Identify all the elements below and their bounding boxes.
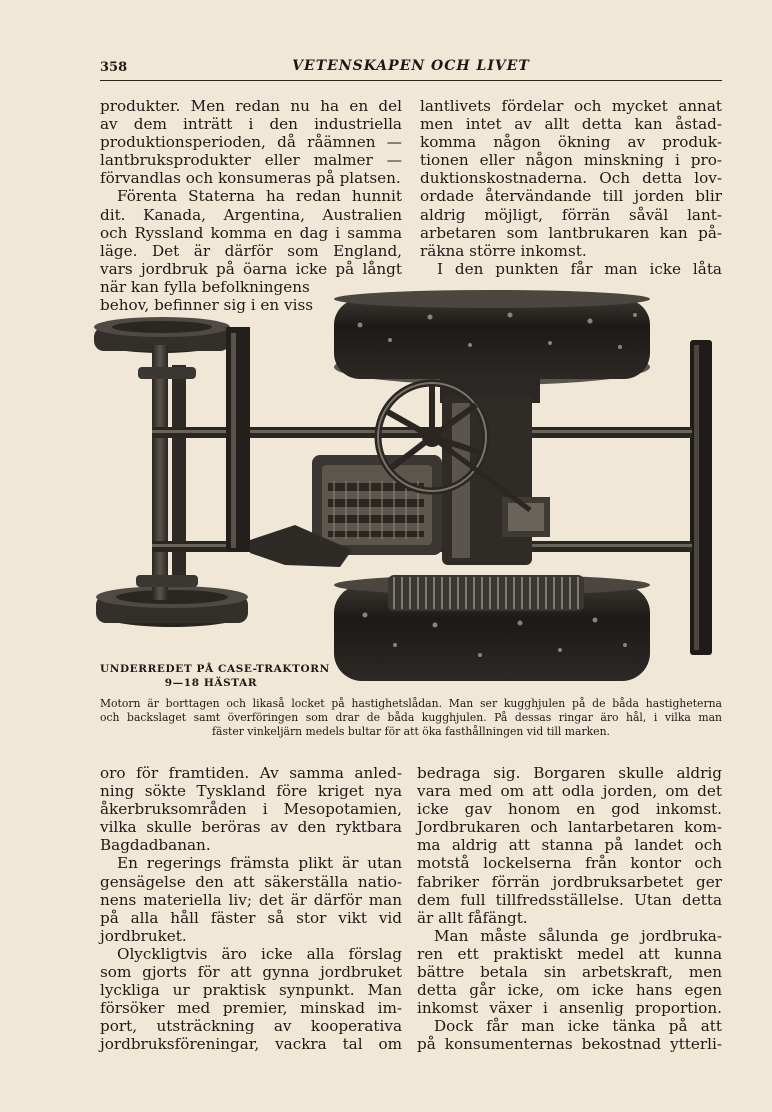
- text-line: icke gav honom en god inkomst.: [417, 800, 722, 819]
- text-line: räkna större inkomst.: [420, 241, 587, 260]
- text-line: Man måste sålunda ge jordbruka-: [434, 926, 722, 945]
- text-line: produktionsperioden, då råämnen —: [100, 133, 402, 152]
- text-line: Förenta Staterna ha redan hunnit: [117, 187, 402, 206]
- text-line: duktionskostnaderna. Och detta lov-: [420, 169, 722, 188]
- text-line: jordbruksföreningar, vackra tal om: [100, 1035, 402, 1054]
- text-line: jordbruket.: [100, 926, 187, 945]
- text-line: fabriker förrän jordbruksarbetet ger: [417, 872, 722, 891]
- text-line: ordade återvändande till jorden blir: [420, 187, 722, 206]
- figure-subtitle: 9—18 HÄSTAR: [164, 677, 258, 689]
- text-line: som gjorts för att gynna jordbruket: [100, 963, 402, 982]
- text-line: men intet av allt detta kan åstad-: [420, 115, 722, 134]
- caption-line: Motorn är borttagen och likaså locket på hastighetslådan. Man ser kugghjulen på de båda hastigheterna: [100, 697, 722, 710]
- text-line: behov, befinner sig i en viss: [100, 296, 314, 315]
- text-line: Olyckligtvis äro icke alla förslag: [117, 944, 402, 963]
- text-line: dem full tillfredsställelse. Utan detta: [417, 890, 722, 909]
- text-line: lantlivets fördelar och mycket annat: [420, 97, 722, 115]
- text-line: arbetaren som lantbrukaren kan på-: [420, 223, 722, 242]
- text-line: motstå lockelserna från kontor och: [417, 854, 722, 873]
- text-line: bättre betala sin arbetskraft, men: [417, 963, 722, 982]
- text-line: vara med om att odla jorden, om det: [417, 782, 722, 801]
- text-line: vilka skulle beröras av den ryktbara: [100, 818, 402, 837]
- text-column-bottom-left: [100, 764, 402, 1054]
- figure-title: UNDERREDET PÅ CASE-TRAKTORN: [100, 663, 330, 675]
- text-line: port, utsträckning av kooperativa: [100, 1017, 402, 1036]
- text-line: läge. Det är därför som England,: [100, 241, 402, 260]
- text-line: Jordbrukaren och lantarbetaren kom-: [417, 818, 722, 837]
- text-line: ning sökte Tyskland före kriget nya: [100, 782, 402, 801]
- text-line: detta går icke, om icke hans egen: [417, 981, 722, 1000]
- caption-line: och backslaget samt överföringen som drar de båda kugghjulen. På dessas ringar äro hål, i vilka man: [100, 711, 722, 724]
- running-header: [100, 56, 722, 81]
- text-line: inkomst växer i ansenlig proportion.: [417, 999, 722, 1018]
- text-line: komma någon ökning av produk-: [420, 133, 722, 152]
- text-column-top-left: [100, 97, 402, 314]
- text-line: En regerings främsta plikt är utan: [117, 854, 402, 873]
- text-line: bedraga sig. Borgaren skulle aldrig: [417, 764, 722, 782]
- text-line: på konsumenternas bekostnad ytterli-: [417, 1035, 722, 1054]
- text-line: på alla håll fäster så stor vikt vid: [100, 908, 402, 927]
- tractor-undercarriage-illustration: [90, 285, 722, 690]
- text-column-bottom-right: [417, 764, 722, 1054]
- text-line: produkter. Men redan nu ha en del: [100, 97, 402, 115]
- text-line: och Ryssland komma en dag i samma: [100, 223, 402, 242]
- text-line: aldrig möjligt, förrän såväl lant-: [420, 205, 722, 224]
- text-line: dit. Kanada, Argentina, Australien: [100, 205, 402, 224]
- text-line: ma aldrig att stanna på landet och: [417, 836, 722, 855]
- text-line: lyckliga ur praktisk synpunkt. Man: [100, 981, 402, 1000]
- text-line: är allt fåfängt.: [417, 908, 528, 927]
- text-line: när kan fylla befolkningens: [100, 277, 310, 296]
- text-line: gensägelse den att säkerställa natio-: [100, 872, 402, 891]
- text-line: Dock får man icke tänka på att: [434, 1017, 722, 1036]
- page-number: 358: [100, 60, 128, 75]
- text-line: nens materiella liv; det är därför man: [100, 890, 402, 909]
- text-line: oro för framtiden. Av samma anled-: [100, 764, 402, 782]
- text-line: Bagdadbanan.: [100, 836, 211, 855]
- journal-title: VETENSKAPEN OCH LIVET: [292, 58, 530, 74]
- text-line: I den punkten får man icke låta: [437, 259, 722, 278]
- text-line: ren ett praktiskt medel att kunna: [417, 944, 722, 963]
- text-line: åkerbruksområden i Mesopotamien,: [100, 800, 402, 819]
- text-line: tionen eller någon minskning i pro-: [420, 151, 722, 170]
- text-line: lantbruksprodukter eller malmer —: [100, 151, 402, 170]
- figure-caption: [100, 697, 722, 739]
- text-column-top-right: [420, 97, 722, 278]
- caption-line: fäster vinkeljärn medels bultar för att öka fasthållningen vid till marken.: [212, 725, 610, 738]
- text-line: av dem inträtt i den industriella: [100, 115, 402, 134]
- text-line: förvandlas och konsumeras på platsen.: [100, 169, 401, 188]
- text-line: försöker med premier, minskad im-: [100, 999, 402, 1018]
- text-line: vars jordbruk på öarna icke på långt: [100, 259, 402, 278]
